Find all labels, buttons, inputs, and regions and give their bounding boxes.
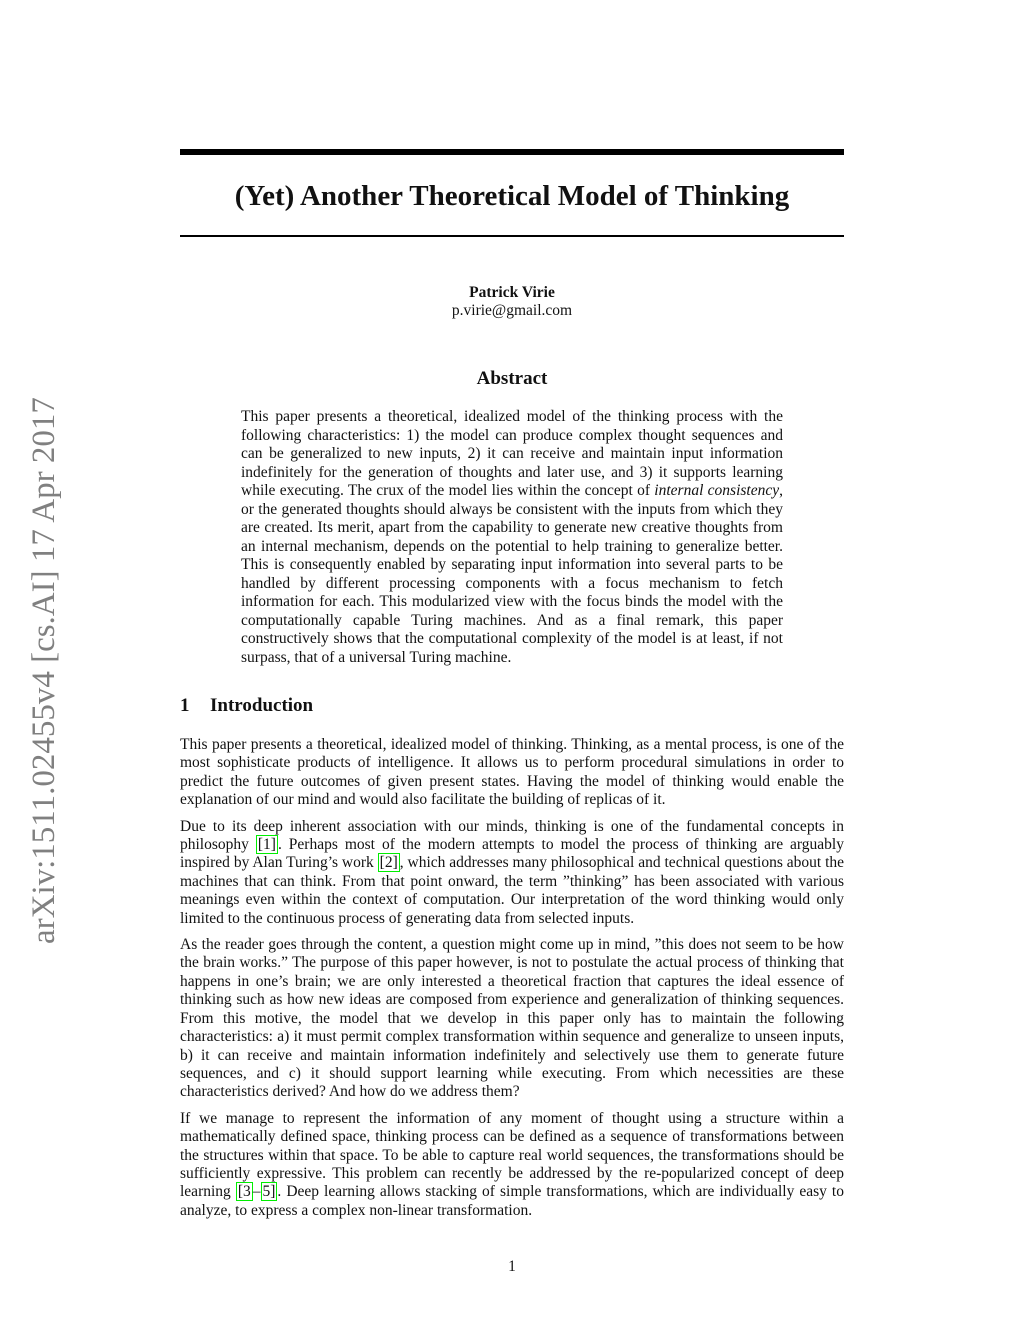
intro-paragraph-2 [180, 818, 844, 928]
intro-p2-text-a: Due to its deep inherent association with our minds, thinking is one of the fundamental concepts in philosophy [180, 817, 844, 854]
citation-range-dash: – [252, 1183, 261, 1201]
abstract-italic-term: internal consistency [654, 482, 780, 499]
intro-paragraph-3: As the reader goes through the content, a question might come up in mind, ”this does not seem to be how the brain works.” The purpose of this paper however, is not to postulate the actual process of thinking that happens in one’s brain; we are only interested a theoretical fraction that captures the ideal essence of thinking such as how new ideas are composed from experience and generalization of thinking sequences. From this motive, the model that we develop in this paper only has to maintain the following characteristics: a) it must permit complex transformation within sequence and generalize to unseen inputs, b) it can receive and maintain information indefinitely and selectively use them to generate future sequences, and c) it should support learning while executing. From which necessities are these characteristics derived? And how do we address them? [180, 936, 844, 1101]
citation-link-3[interactable]: [3 [237, 1183, 251, 1201]
abstract-text [241, 408, 783, 667]
section-title: Introduction [210, 695, 314, 716]
abstract-heading: Abstract [476, 368, 548, 389]
introduction-body [180, 736, 844, 1228]
intro-paragraph-1: This paper presents a theoretical, idealized model of thinking. Thinking, as a mental process, is one of the most sophisticate products of intelligence. It allows us to perform procedural simulations in order to predict the future outcomes of given present states. Having the model of thinking would enable the explanation of our mind and would also facilitate the building of replicas of it. [180, 736, 844, 809]
paper-title: (Yet) Another Theoretical Model of Thinking [234, 180, 790, 212]
citation-link-5[interactable]: 5] [262, 1183, 276, 1201]
intro-p4-text-b: . Deep learning allows stacking of simple transformations, which are individually easy to analyze, to express a complex non-linear transformation. [180, 1183, 844, 1219]
title-top-rule [180, 149, 844, 155]
citation-link-1[interactable]: [1] [257, 836, 276, 854]
author-email: p.virie@gmail.com [451, 302, 573, 319]
intro-p2-text-b: . Perhaps most of the modern attempts to model the process of thinking are arguably inspired by Alan Turing’s work [180, 836, 844, 872]
author-block [180, 284, 844, 320]
intro-paragraph-4 [180, 1110, 844, 1220]
arxiv-identifier: arXiv:1511.02455v4 [cs.AI] 17 Apr 2017 [26, 397, 62, 944]
abstract-text-part-1: This paper presents a theoretical, idealized model of the thinking process with the following characteristics: 1) the model can produce complex thought sequences and can be generalized to new inputs, 2) it can receive and maintain input information indefinitely for the generation of thoughts and later use, and 3) it supports learning while executing. The crux of the model lies within the concept of [241, 408, 783, 499]
author-name: Patrick Virie [469, 284, 555, 301]
page-number: 1 [508, 1258, 516, 1275]
citation-link-2[interactable]: [2] [379, 854, 398, 872]
section-number: 1 [180, 695, 190, 716]
intro-p4-text-a: If we manage to represent the information of any moment of thought using a structure within a mathematically defined space, thinking process can be defined as a sequence of transformations between the structures within that space. To be able to capture real world sequences, the transformations should be sufficiently expressive. This problem can recently be addressed by the re-popularized concept of deep learning [180, 1109, 844, 1201]
section-heading-introduction [180, 694, 313, 718]
title-bottom-rule [180, 235, 844, 237]
intro-p2-text-c: , which addresses many philosophical and technical questions about the machines that can think. From that point onward, the term ”thinking” has been associated with various meanings even within the context of computation. Our interpretation of the word thinking would only limited to the continuous process of generating data from selected inputs. [180, 854, 845, 927]
abstract-text-part-2: , or the generated thoughts should always be consistent with the inputs from which they are created. Its merit, apart from the capability to generate new creative thoughts from an internal mechanism, depends on the potential to help training to generalize better. This is consequently enabled by separating input information into several parts to be handled by different processing components with a focus mechanism to fetch information for each. This modularized view with the focus binds the model with the computationally capable Turing machines. And as a final remark, this paper constructively shows that the computational complexity of the model is at least, if not surpass, that of a universal Turing machine. [241, 482, 783, 666]
